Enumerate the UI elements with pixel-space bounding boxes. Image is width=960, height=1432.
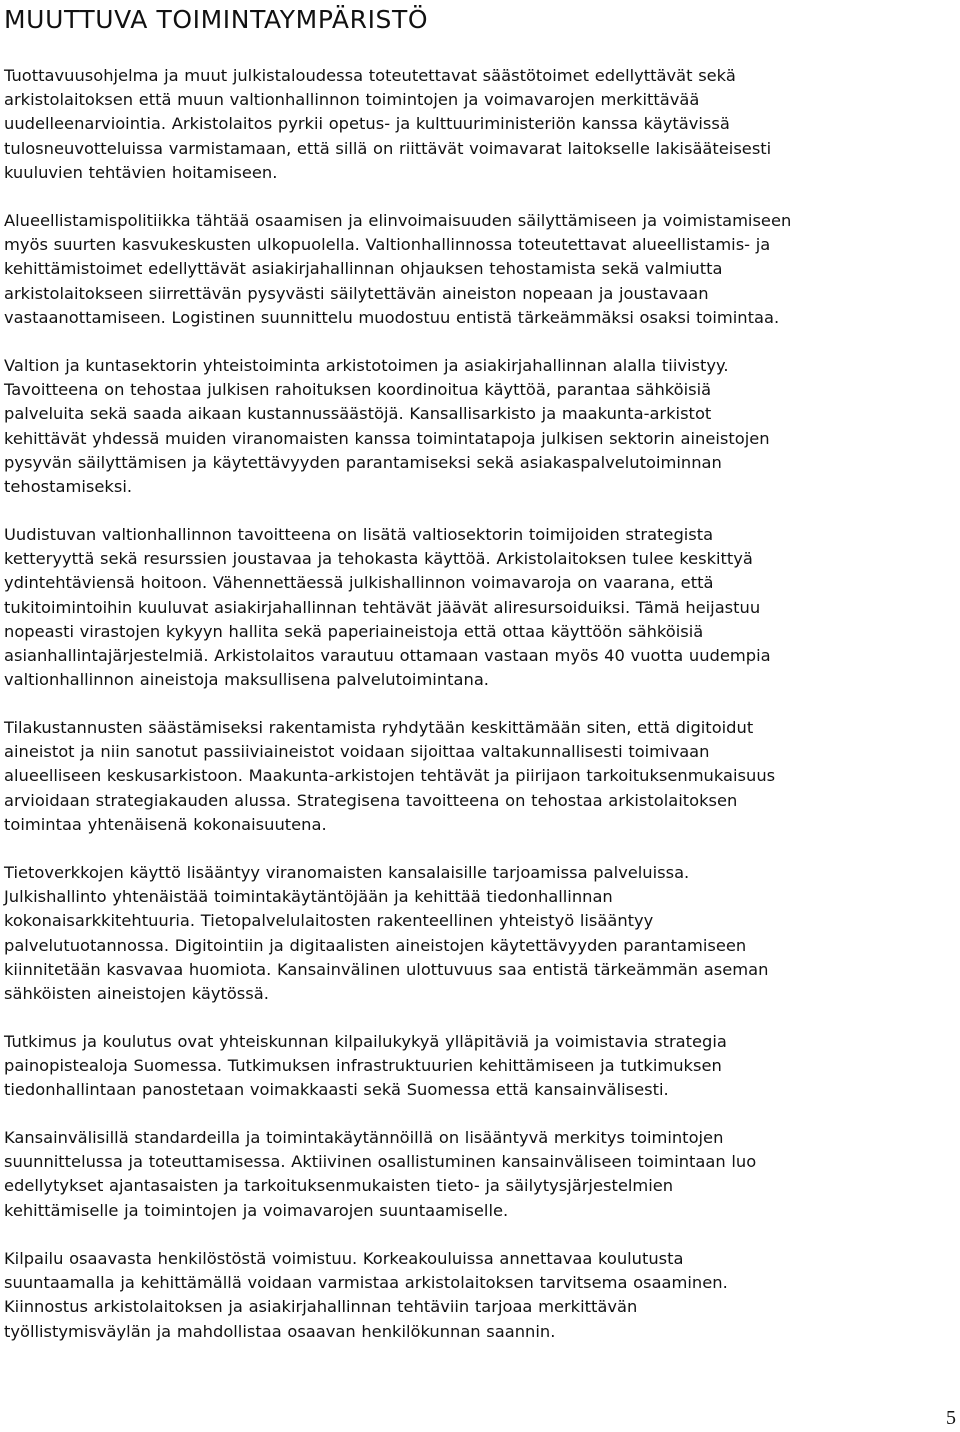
- paragraph-state-municipal-cooperation: Valtion ja kuntasektorin yhteistoiminta arkistotoimen ja asiakirjahallinnan alalla tiivistyy. Tavoitteena on tehostaa julkisen rahoituksen koordinoitua käyttöä, parantaa sähköisiä palveluita sekä saada aikaan kustannussäästöjä. Kansallisarkisto ja maakunta-arkistot kehittävät yhdessä muiden viranomaisten kanssa toimintatapoja julkisen sektorin aineistojen pysyvän säilyttämisen ja käytettävyyden parantamiseksi sekä asiakaspalvelutoiminnan tehostamiseksi.: [4, 356, 770, 497]
- paragraph-international-standards: Kansainvälisillä standardeilla ja toimintakäytännöillä on lisääntyvä merkitys toimintojen suunnittelussa ja toteuttamisessa. Aktiivinen osallistuminen kansainväliseen toimintaan luo edellytykset ajantasaisten ja tarkoituksenmukaisten tieto- ja säilytysjärjestelmien kehittämiselle ja toimintojen ja voimavarojen suuntaamiselle.: [4, 1128, 757, 1220]
- paragraph-regionalisation: Alueellistamispolitiikka tähtää osaamisen ja elinvoimaisuuden säilyttämiseen ja voimistamiseen myös suurten kasvukeskusten ulkopuolella. Valtionhallinnossa toteutettavat alueellistamis- ja kehittämistoimet edellyttävät asiakirjahallinnan ohjauksen tehostamista sekä valmiutta arkistolaitokseen siirrettävän pysyvästi säilytettävän aineiston nopeaan ja joustavaan vastaanottamiseen. Logistinen suunnittelu muodostuu entistä tärkeämmäksi osaksi toimintaa.: [4, 211, 792, 327]
- paragraph-government-reform: Uudistuvan valtionhallinnon tavoitteena on lisätä valtiosektorin toimijoiden strategista ketteryyttä sekä resurssien joustavaa ja tehokasta käyttöä. Arkistolaitoksen tulee keskittyä ydintehtäviensä hoitoon. Vähennettäessä julkishallinnon voimavaroja on vaarana, että tukitoimintoihin kuuluvat asiakirjahallinnan tehtävät jäävät aliresursoiduiksi. Tämä heijastuu nopeasti virastojen kykyyn hallita sekä paperiaineistoja että ottaa käyttöön sähköisiä asianhallintajärjestelmiä. Arkistolaitos varautuu ottamaan vastaan myös 40 vuotta uudempia valtionhallinnon aineistoja maksullisena palvelutoimintana.: [4, 525, 771, 690]
- paragraph-personnel-competition: Kilpailu osaavasta henkilöstöstä voimistuu. Korkeakouluissa annettavaa koulutusta suuntaamalla ja kehittämällä voidaan varmistaa arkistolaitoksen tarvitsema osaaminen. Kiinnostus arkistolaitoksen ja asiakirjahallinnan tehtäviin tarjoaa merkittävän työllistymisväylän ja mahdollistaa osaavan henkilökunnan saannin.: [4, 1249, 728, 1341]
- paragraph-information-networks: Tietoverkkojen käyttö lisääntyy viranomaisten kansalaisille tarjoamissa palveluissa. Julkishallinto yhtenäistää toimintakäytäntöjään ja kehittää tiedonhallinnan kokonaisarkkitehtuuria. Tietopalvelulaitosten rakenteellinen yhteistyö lisääntyy palvelutuotannossa. Digitointiin ja digitaalisten aineistojen käytettävyyden parantamiseen kiinnitetään kasvavaa huomiota. Kansainvälinen ulottuvuus saa entistä tärkeämmän aseman sähköisten aineistojen käytössä.: [4, 863, 769, 1004]
- page-number: 5: [946, 1407, 956, 1429]
- paragraph-research-education: Tutkimus ja koulutus ovat yhteiskunnan kilpailukykyä ylläpitäviä ja voimistavia strategia painopistealoja Suomessa. Tutkimuksen infrastruktuurien kehittämiseen ja tutkimuksen tiedonhallintaan panostetaan voimakkaasti sekä Suomessa että kansainvälisesti.: [4, 1032, 727, 1100]
- page-title: MUUTTUVA TOIMINTAYMPÄRISTÖ: [4, 5, 429, 34]
- paragraph-space-costs: Tilakustannusten säästämiseksi rakentamista ryhdytään keskittämään siten, että digitoidut aineistot ja niin sanotut passiiviaineistot voidaan sijoittaa valtakunnallisesti toimivaan alueelliseen keskusarkistoon. Maakunta-arkistojen tehtävät ja piirijaon tarkoituksenmukaisuus arvioidaan strategiakauden alussa. Strategisena tavoitteena on tehostaa arkistolaitoksen toimintaa yhtenäisenä kokonaisuutena.: [4, 718, 776, 834]
- paragraph-productivity: Tuottavuusohjelma ja muut julkistaloudessa toteutettavat säästötoimet edellyttävät sekä arkistolaitoksen että muun valtionhallinnon toimintojen ja voimavarojen merkittävää uudelleenarviointia. Arkistolaitos pyrkii opetus- ja kulttuuriministeriön kanssa käytävissä tulosneuvotteluissa varmistamaan, että sillä on riittävät voimavarat laitokselle lakisääteisesti kuuluvien tehtävien hoitamiseen.: [4, 66, 772, 182]
- document-page: [4, 0, 952, 1341]
